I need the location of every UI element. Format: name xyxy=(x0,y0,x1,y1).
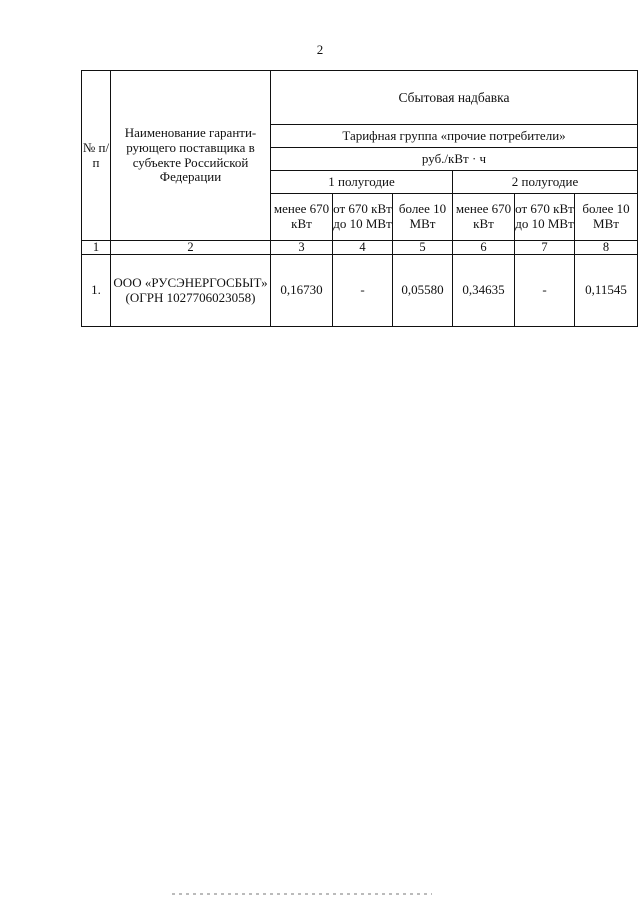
value-cell: 0,34635 xyxy=(453,255,515,327)
column-number: 6 xyxy=(453,241,515,255)
sub-header-670-10: от 670 кВт до 10 МВт xyxy=(333,194,393,241)
supplier-name: ООО «РУСЭНЕРГОСБЫТ» (ОГРН 1027706023058) xyxy=(111,255,271,327)
value-cell: - xyxy=(515,255,575,327)
sub-header-less-670: менее 670 кВт xyxy=(271,194,333,241)
header-row-title xyxy=(82,71,638,125)
column-number-row xyxy=(82,241,638,255)
sub-header-over-10: более 10 МВт xyxy=(393,194,453,241)
column-number: 4 xyxy=(333,241,393,255)
footer-scan-artifact xyxy=(172,893,432,895)
value-cell: - xyxy=(333,255,393,327)
sub-header-over-10: более 10 МВт xyxy=(575,194,638,241)
tariff-group-label: Тарифная группа «прочие потребители» xyxy=(271,125,638,148)
column-number: 8 xyxy=(575,241,638,255)
half1-label: 1 полугодие xyxy=(271,171,453,194)
value-cell: 0,16730 xyxy=(271,255,333,327)
row-number: 1. xyxy=(82,255,111,327)
value-cell: 0,11545 xyxy=(575,255,638,327)
column-number: 3 xyxy=(271,241,333,255)
column-number: 5 xyxy=(393,241,453,255)
col-name-header: Наименование гаранти-рующего поставщика в субъекте Российской Федерации xyxy=(111,71,271,241)
value-cell: 0,05580 xyxy=(393,255,453,327)
sub-header-less-670: менее 670 кВт xyxy=(453,194,515,241)
column-number: 7 xyxy=(515,241,575,255)
col-num-header: № п/п xyxy=(82,71,111,241)
column-number: 2 xyxy=(111,241,271,255)
table-row xyxy=(82,255,638,327)
tariff-table xyxy=(81,70,638,327)
unit-label: руб./кВт · ч xyxy=(271,148,638,171)
surcharge-title: Сбытовая надбавка xyxy=(271,71,638,125)
sub-header-670-10: от 670 кВт до 10 МВт xyxy=(515,194,575,241)
half2-label: 2 полугодие xyxy=(453,171,638,194)
page-number: 2 xyxy=(316,42,324,57)
column-number: 1 xyxy=(82,241,111,255)
